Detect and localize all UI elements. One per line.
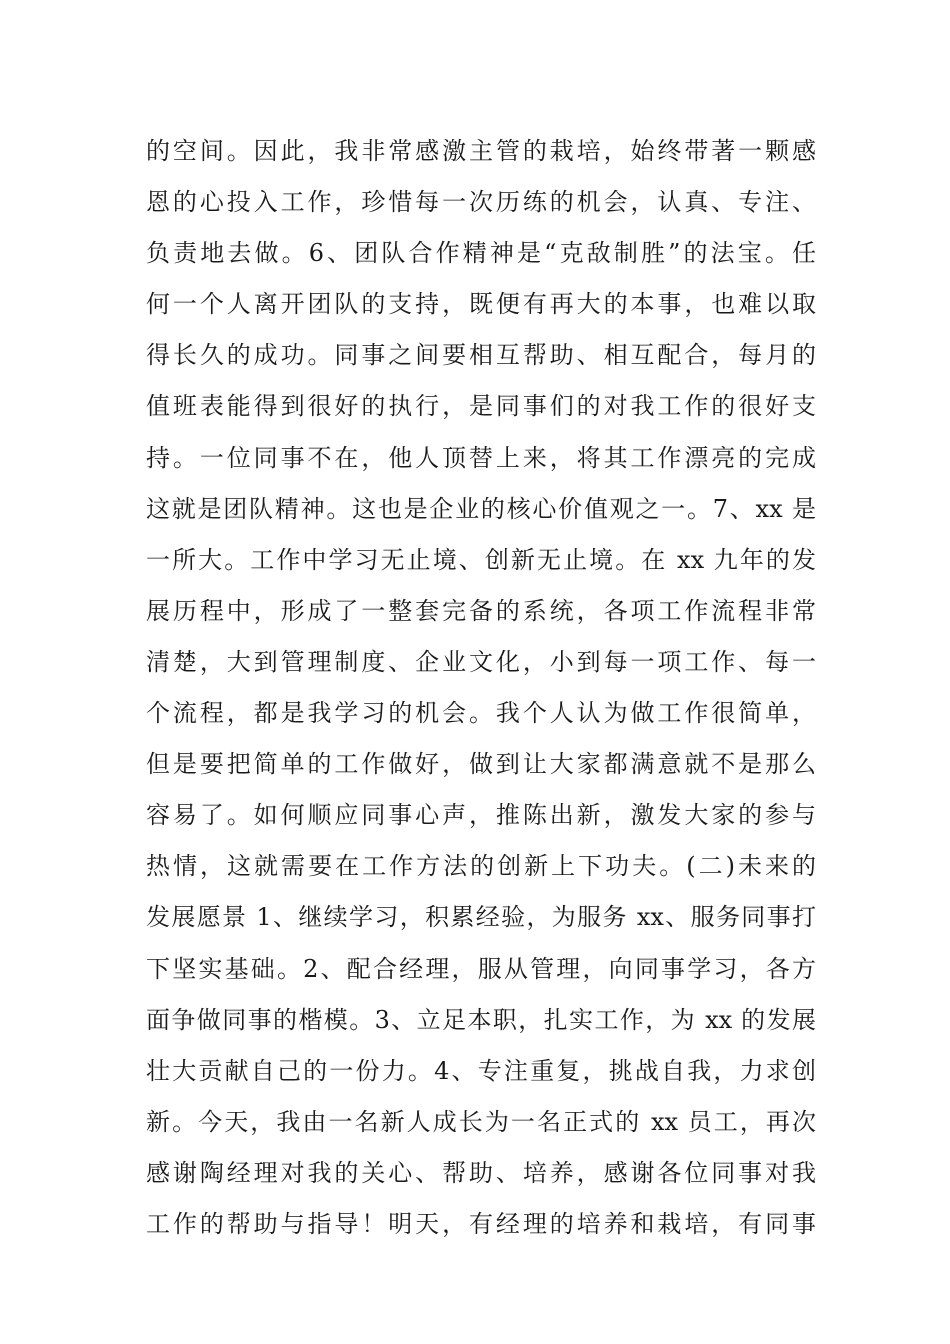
- text-line: 壮大贡献自己的一份力。4、专注重复，挑战自我，力求创: [146, 1056, 816, 1085]
- text-line: 展历程中，形成了一整套完备的系统，各项工作流程非常: [146, 596, 816, 625]
- text-line: 这就是团队精神。这也是企业的核心价值观之一。7、xx 是: [146, 494, 816, 523]
- text-line: 感谢陶经理对我的关心、帮助、培养，感谢各位同事对我: [146, 1158, 816, 1187]
- text-line: 热情，这就需要在工作方法的创新上下功夫。(二)未来的: [146, 852, 816, 881]
- body-text: [146, 126, 816, 1250]
- text-line: 新。今天，我由一名新人成长为一名正式的 xx 员工，再次: [146, 1107, 816, 1136]
- text-line: 的空间。因此，我非常感激主管的栽培，始终带著一颗感: [146, 137, 816, 165]
- text-line: 容易了。如何顺应同事心声，推陈出新，激发大家的参与: [146, 801, 816, 830]
- text-line: 工作的帮助与指导！明天，有经理的培养和栽培，有同事: [146, 1209, 816, 1238]
- text-line: 负责地去做。6、团队合作精神是“克敌制胜”的法宝。任: [146, 239, 816, 268]
- text-line: 一所大。工作中学习无止境、创新无止境。在 xx 九年的发: [146, 545, 816, 574]
- text-line: 面争做同事的楷模。3、立足本职，扎实工作，为 xx 的发展: [146, 1005, 816, 1034]
- text-line: 恩的心投入工作，珍惜每一次历练的机会，认真、专注、: [146, 188, 816, 217]
- text-line: 个流程，都是我学习的机会。我个人认为做工作很简单，: [146, 699, 816, 728]
- text-line: 但是要把简单的工作做好，做到让大家都满意就不是那么: [146, 750, 816, 779]
- text-line: 何一个人离开团队的支持，既便有再大的本事，也难以取: [146, 290, 816, 319]
- text-line: 值班表能得到很好的执行，是同事们的对我工作的很好支: [146, 392, 816, 421]
- text-line: 得长久的成功。同事之间要相互帮助、相互配合，每月的: [146, 341, 816, 370]
- text-line: 发展愿景 1、继续学习，积累经验，为服务 xx、服务同事打: [146, 903, 816, 932]
- text-line: 下坚实基础。2、配合经理，服从管理，向同事学习，各方: [146, 954, 816, 983]
- text-line: 清楚，大到管理制度、企业文化，小到每一项工作、每一: [146, 647, 816, 676]
- text-line: 持。一位同事不在，他人顶替上来，将其工作漂亮的完成: [146, 443, 816, 472]
